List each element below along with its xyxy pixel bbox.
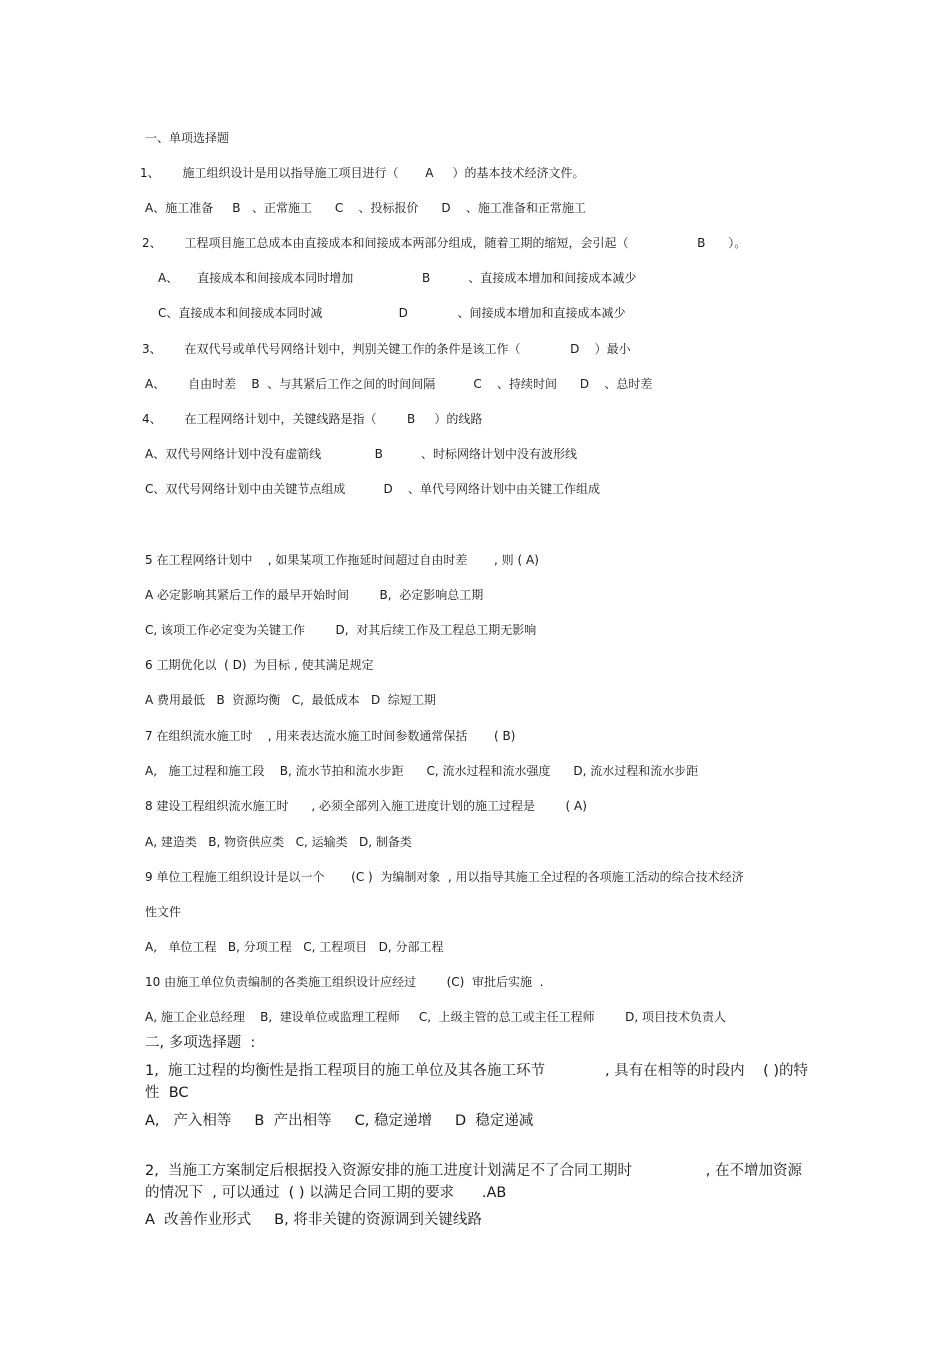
question-5-options-ab: A 必定影响其紧后工作的最早开始时间 B, 必定影响总工期 bbox=[145, 588, 484, 602]
question-8: 8 建设工程组织流水施工时 , 必须全部列入施工进度计划的施工过程是 ( A) bbox=[145, 799, 587, 813]
multi-question-2: 2, 当施工方案制定后根据投入资源安排的施工进度计划满足不了合同工期时 , 在不增加资源 bbox=[145, 1163, 803, 1179]
question-10-options: A, 施工企业总经理 B, 建设单位或监理工程师 C, 上级主管的总工或主任工程师 D, 项目技术负责人 bbox=[145, 1010, 727, 1024]
question-9-continued: 性文件 bbox=[145, 905, 182, 919]
question-5: 5 在工程网络计划中 , 如果某项工作拖延时间超过自由时差 , 则 ( A) bbox=[145, 553, 539, 567]
question-8-options: A, 建造类 B, 物资供应类 C, 运输类 D, 制备类 bbox=[145, 835, 412, 849]
question-4-options-cd: C、双代号网络计划中由关键节点组成 D 、单代号网络计划中由关键工作组成 bbox=[145, 482, 601, 496]
question-5-options-cd: C, 该项工作必定变为关键工作 D, 对其后续工作及工程总工期无影响 bbox=[145, 623, 537, 637]
question-7: 7 在组织流水施工时 , 用来表达流水施工时间参数通常保括 ( B) bbox=[145, 729, 516, 743]
question-2: 2、 工程项目施工总成本由直接成本和间接成本两部分组成，随着工期的缩短，会引起（ B ）。 bbox=[142, 236, 747, 250]
question-3: 3、 在双代号或单代号网络计划中，判别关键工作的条件是该工作（ D ）最小 bbox=[142, 342, 631, 356]
multi-question-1-continued: 性 BC bbox=[145, 1085, 189, 1101]
section-heading-multiple-choice: 二, 多项选择题 : bbox=[145, 1035, 256, 1051]
question-10: 10 由施工单位负责编制的各类施工组织设计应经过 (C) 审批后实施 . bbox=[145, 975, 544, 989]
question-1-options: A、施工准备 B 、正常施工 C 、投标报价 D 、施工准备和正常施工 bbox=[145, 201, 586, 215]
question-6: 6 工期优化以 ( D) 为目标 , 使其满足规定 bbox=[145, 658, 374, 672]
question-9-options: A, 单位工程 B, 分项工程 C, 工程项目 D, 分部工程 bbox=[145, 940, 444, 954]
question-4-options-ab: A、双代号网络计划中没有虚箭线 B 、时标网络计划中没有波形线 bbox=[145, 447, 577, 461]
question-2-options-ab: A、 直接成本和间接成本同时增加 B 、直接成本增加和间接成本减少 bbox=[158, 271, 637, 285]
question-9: 9 单位工程施工组织设计是以一个 (C ) 为编制对象 , 用以指导其施工全过程的各项施工活动的综合技术经济 bbox=[145, 870, 744, 884]
question-7-options: A, 施工过程和施工段 B, 流水节拍和流水步距 C, 流水过程和流水强度 D, 流水过程和流水步距 bbox=[145, 764, 699, 778]
multi-question-1-options: A, 产入相等 B 产出相等 C, 稳定递增 D 稳定递减 bbox=[145, 1113, 534, 1129]
multi-question-2-options: A 改善作业形式 B, 将非关键的资源调到关键线路 bbox=[145, 1212, 482, 1228]
question-3-options: A、 自由时差 B 、与其紧后工作之间的时间间隔 C 、持续时间 D 、总时差 bbox=[145, 377, 653, 391]
multi-question-2-continued: 的情况下 , 可以通过 ( ) 以满足合同工期的要求 .AB bbox=[145, 1185, 507, 1201]
section-heading-single-choice: 一、单项选择题 bbox=[145, 131, 230, 145]
question-1: 1、 施工组织设计是用以指导施工项目进行（ A ）的基本技术经济文件。 bbox=[140, 166, 585, 180]
question-2-options-cd: C、直接成本和间接成本同时减 D 、间接成本增加和直接成本减少 bbox=[158, 306, 626, 320]
question-6-options: A 费用最低 B 资源均衡 C, 最低成本 D 综短工期 bbox=[145, 693, 436, 707]
multi-question-1: 1, 施工过程的均衡性是指工程项目的施工单位及其各施工环节 , 具有在相等的时段内 ( )的特 bbox=[145, 1063, 809, 1079]
question-4: 4、 在工程网络计划中，关键线路是指（ B ）的线路 bbox=[142, 412, 483, 426]
